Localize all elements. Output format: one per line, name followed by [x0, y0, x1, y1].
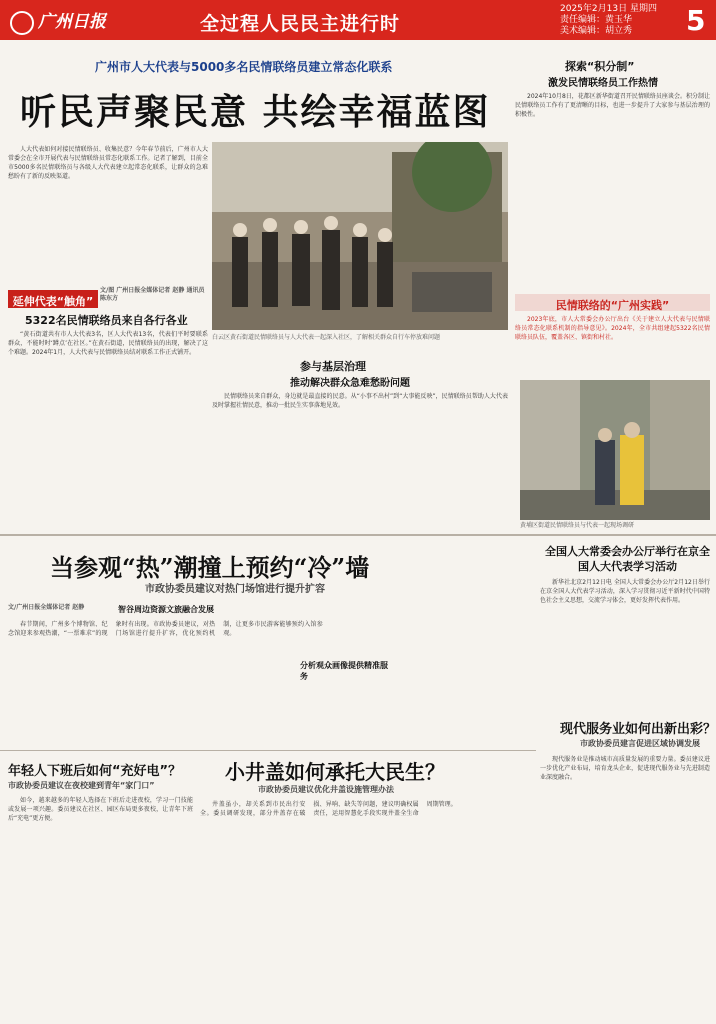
notice-body: 2023年底，市人大常委会办公厅出台《关于建立人大代表与民情联络员常态化联系机制的指导意见》。2024年，全市共组建起5322名民情联络员队伍，覆盖各区、镇街和村社。 [515, 316, 710, 341]
story2-byline: 文/广州日报全媒体记者 赵静 [8, 604, 85, 611]
story2-headline: 当参观“热”潮撞上预约“冷”墙 [50, 553, 370, 582]
emblem-icon [10, 11, 34, 35]
section-divider-2 [0, 750, 536, 751]
story6-body: 现代服务业是推动城市高质量发展的重要力量。委员建议进一步优化产业布局，培育龙头企业，促进现代服务业与先进制造业深度融合。 [540, 756, 710, 781]
lead-photo-image [212, 142, 508, 330]
section-divider [0, 534, 716, 536]
story3-body: 新华社北京2月12日电 全国人大常委会办公厅2月12日举行在京全国人大代表学习活动，深入学习贯彻习近平新时代中国特色社会主义思想，交流学习体会，更好发挥代表作用。 [540, 579, 710, 604]
side-story-subtitle: 5322名民情联络员来自各行各业 [25, 314, 188, 327]
story5-subtitle: 市政协委员建议优化井盖设施管理办法 [258, 785, 394, 794]
right-story-subtitle: 激发民情联络员工作热情 [548, 78, 658, 89]
story2-col-title3: 智谷周边资源文旅融合发展 [118, 605, 214, 614]
story4-headline: 年轻人下班后如何“充好电”？ [8, 764, 182, 779]
story6-subtitle: 市政协委员建言促进区域协调发展 [580, 739, 700, 748]
story5-body: 井盖虽小，却关系到市民出行安全。委员调研发现，部分井盖存在破损、异响、缺失等问题，建议明确权属责任，运用智慧化手段实现井盖全生命周期管理。 [200, 801, 457, 817]
notice-photo-caption: 黄埔区街道民情联络员与代表一起现场调研 [520, 522, 635, 529]
right-story-body: 2024年10月8日，花都区新华街道召开民情联络员座谈会。积分制让民情联络员工作有了更清晰的目标，也进一步提升了大家参与基层治理的积极性。 [515, 93, 710, 118]
notice-title: 民情联络的“广州实践” [515, 294, 710, 311]
mid-story-body: 民情联络员来自群众，身边就是最直接的民意。从“小事不出村”到“大事能反映”，民情联络员帮助人大代表及时掌握社情民意，推动一批民生实事落地见效。 [212, 393, 508, 409]
lead-kicker: 广州市人大代表与5000多名民情联络员建立常态化联系 [95, 60, 393, 74]
lead-body: 人大代表如何对接民情联络员、收集民意？今年春节前后，广州市人大常委会在全市开展代表与民情联络员常态化联系工作。记者了解到，目前全市5000多名民情联络员与各级人大代表建立起常态化联系，让群众的急难愁盼有了新的反映渠道。 [8, 146, 208, 180]
story3-headline: 全国人大常委会办公厅举行在京全国人大代表学习活动 [545, 545, 710, 573]
lead-headline: 听民声聚民意 共绘幸福蓝图 [20, 91, 491, 133]
lead-photo-caption: 白云区黄石街道民情联络员与人大代表一起深入社区，了解相关群众自行车停放难问题 [212, 334, 441, 341]
side-story-title: 延伸代表“触角” [8, 290, 98, 308]
story2-body: 春节期间，广州多个博物馆、纪念馆迎来参观热潮，“一票难求”的现象时有出现。市政协委员建议，对热门场馆进行提升扩容，优化预约机制，让更多市民游客能够预约入馆参观。 [8, 621, 323, 637]
notice-photo [520, 380, 710, 520]
mid-story-title: 参与基层治理 [300, 360, 366, 373]
newspaper-logo: 广州日报 [10, 7, 106, 35]
lead-photo [212, 142, 508, 330]
mid-story-subtitle: 推动解决群众急难愁盼问题 [290, 378, 410, 389]
page-number: 5 [686, 4, 706, 37]
story2-subtitle: 市政协委员建议对热门场馆进行提升扩容 [145, 584, 325, 595]
side-story-body: “黄石街道共有市人大代表3名，区人大代表13名，代表们平时要联系群众，不能时时‘蹲点’在社区。”在黄石街道，民情联络员的出现，解决了这个难题。2024年1月，人大代表与民情联络员结对联系工作正式铺开。 [8, 331, 208, 356]
issue-meta: 2025年2月13日 星期四 责任编辑：黄玉华 美术编辑：胡立秀 [560, 4, 657, 36]
lead-byline: 文/图 广州日报全媒体记者 赵静 通讯员 陈东方 [100, 287, 205, 302]
story4-body: 如今，越来越多的年轻人选择在下班后走进夜校，学习一门技能或发展一项兴趣。委员建议在社区、园区布局更多夜校，让青年下班后“充电”更方便。 [8, 797, 193, 822]
right-story-title: 探索“积分制” [565, 60, 635, 73]
story2-col-title2: 分析观众画像提供精准服务 [300, 661, 388, 681]
notice-photo-image [520, 380, 710, 520]
masthead-bar [0, 0, 716, 40]
story5-headline: 小井盖如何承托大民生？ [225, 760, 445, 784]
story4-subtitle: 市政协委员建议在夜校建到青年“家门口” [8, 781, 155, 790]
section-title: 全过程人民民主进行时 [200, 13, 401, 35]
story6-headline: 现代服务业如何出新出彩？ [560, 722, 716, 737]
